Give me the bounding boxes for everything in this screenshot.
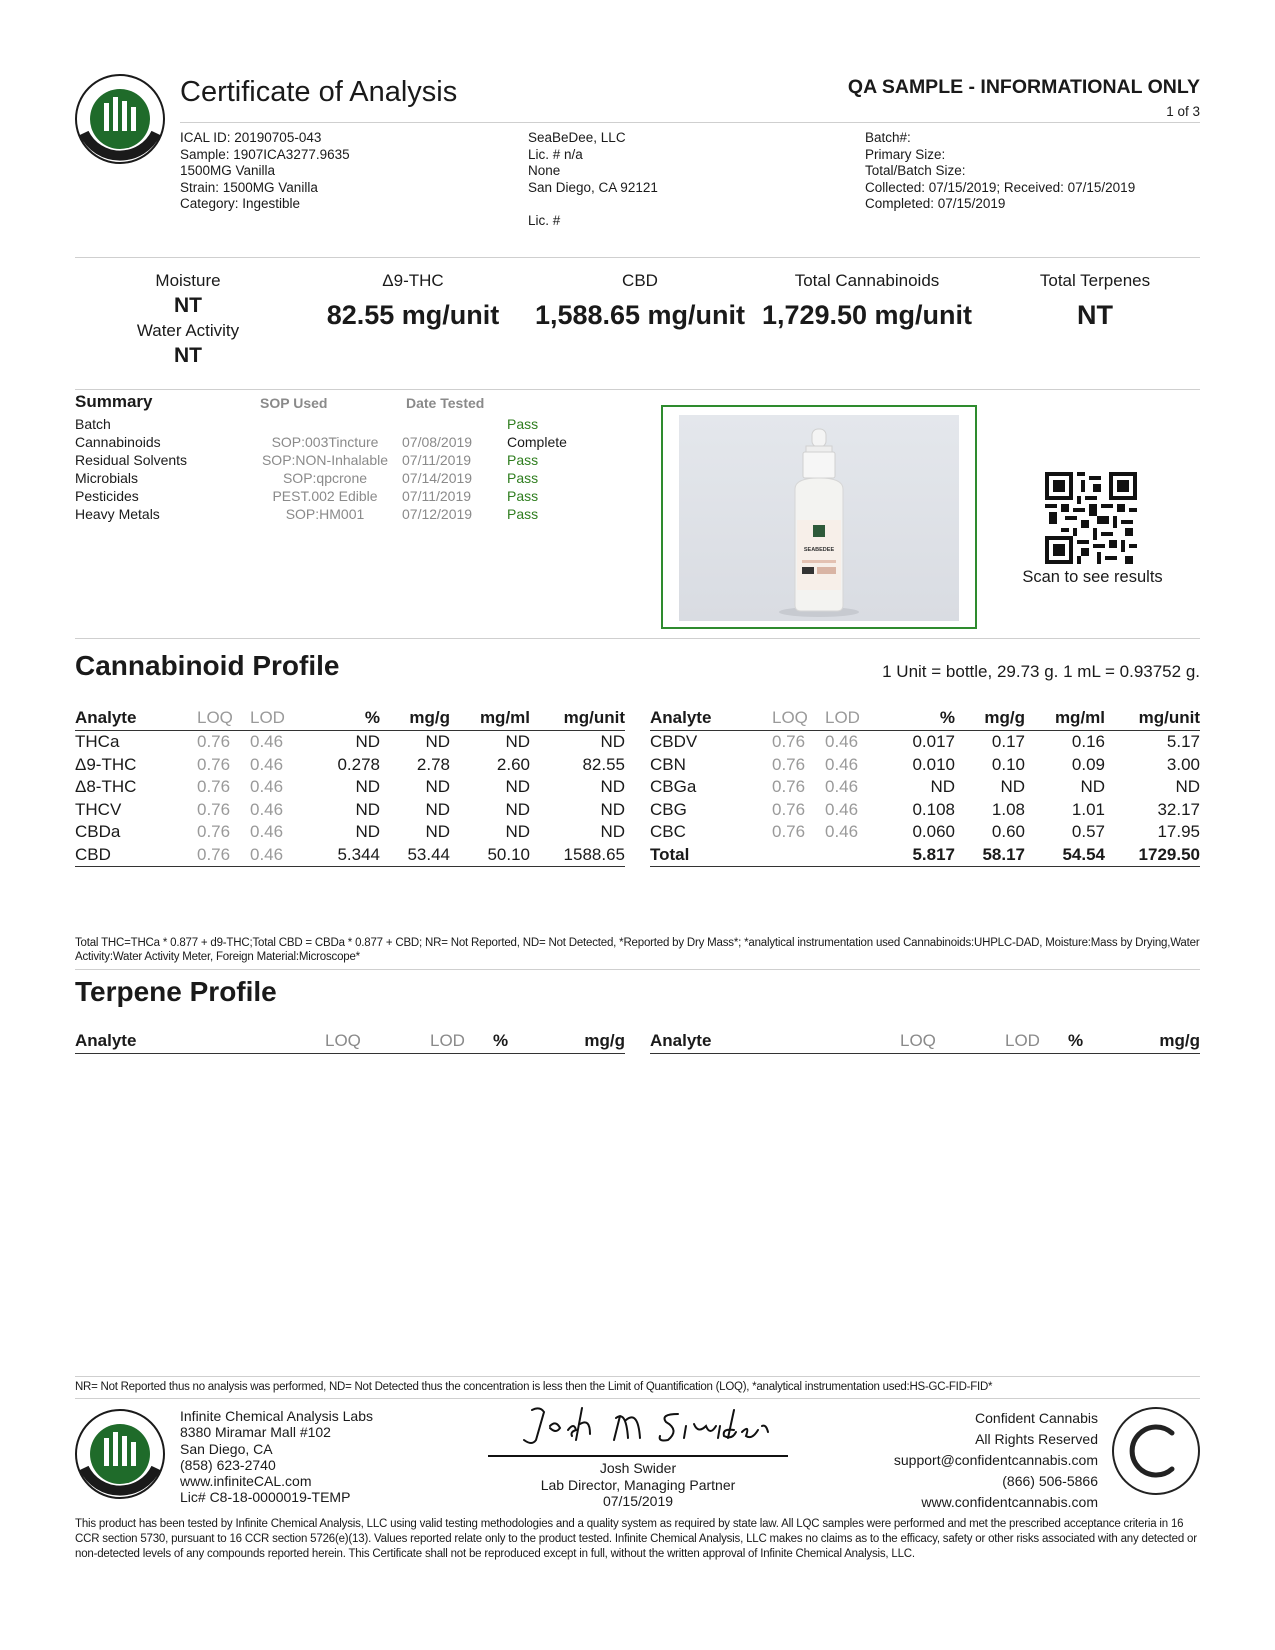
footer-note: NR= Not Reported thus no analysis was performed, ND= Not Detected thus the concentration is less then the Limit of Quantification (LOQ), *analytical instrumentation used:HS-GC-FID-FID* [75, 1381, 993, 1393]
total-row: Total 5.817 58.17 54.54 1729.50 [650, 844, 1200, 867]
summary-row: Residual Solvents SOP:NON-Inhalable 07/11/2019 Pass [75, 452, 539, 468]
signature [510, 1400, 790, 1448]
table-row: Δ9-THC 0.76 0.46 0.278 2.78 2.60 82.55 [75, 754, 625, 774]
table-row: CBG 0.76 0.46 0.108 1.08 1.01 32.17 [650, 799, 1200, 819]
bottle-icon [679, 415, 959, 621]
qr-caption: Scan to see results [1022, 568, 1163, 586]
cannabinoid-table-right [650, 707, 1200, 867]
cannabinoid-table-left [75, 707, 625, 867]
summary-sop-header: SOP Used [260, 395, 328, 411]
table-row: THCa 0.76 0.46 ND ND ND ND [75, 732, 625, 752]
terpene-table-right: Analyte LOQ LOD % mg/g [650, 1031, 1200, 1054]
summary-row: Microbials SOP:qpcrone 07/14/2019 Pass [75, 470, 539, 486]
page-number: 1 of 3 [1166, 104, 1200, 119]
table-row: CBC 0.76 0.46 0.060 0.60 0.57 17.95 [650, 822, 1200, 842]
disclaimer: This product has been tested by Infinite Chemical Analysis, LLC using valid testing methodologies and a quality system as required by state law. All LQC samples were performed and met the prescribed acceptance criteria in 16 CCR section 5730, pursuant to 16 CCR section 5726(e)(13). Values reported relate only to the product tested. Infinite Chemical Analysis, LLC makes no claims as to the efficacy, safety or other risks associated with any detected or non-detected levels of any compounds reported herein. This Certificate shall not be reproduced except in full, without the written approval of Infinite Chemical Analysis, LLC. [75, 1518, 1197, 1560]
table-row: CBDa 0.76 0.46 ND ND ND ND [75, 822, 625, 842]
batch-info: Batch#: Primary Size: Total/Batch Size: Collected: 07/15/2019; Received: 07/15/2019 Completed: 07/15/2019 [865, 130, 1136, 211]
table-row: CBGa 0.76 0.46 ND ND ND ND [650, 777, 1200, 797]
table-row: Δ8-THC 0.76 0.46 ND ND ND ND [75, 777, 625, 797]
signer-info: Josh Swider Lab Director, Managing Partner 07/15/2019 [540, 1460, 736, 1509]
product-photo [679, 415, 959, 621]
product-photo-frame [661, 405, 977, 629]
svg-text:SEABEDEE: SEABEDEE [803, 547, 835, 553]
confident-cannabis-logo [1110, 1405, 1202, 1497]
table-row: CBDV 0.76 0.46 0.017 0.17 0.16 5.17 [650, 732, 1200, 752]
terpene-table-left: Analyte LOQ LOD % mg/g [75, 1031, 625, 1054]
cannabinoid-profile-title: Cannabinoid Profile [75, 650, 340, 681]
lab-address: Infinite Chemical Analysis Labs 8380 Miramar Mall #102 San Diego, CA (858) 623-2740 www.infiniteCAL.com Lic# C8-18-0000019-TEMP [180, 1408, 373, 1506]
qr-code[interactable] [1045, 472, 1137, 564]
summary-row: Cannabinoids SOP:003Tincture 07/08/2019 Complete [75, 434, 567, 450]
table-row: CBN 0.76 0.46 0.010 0.10 0.09 3.00 [650, 754, 1200, 774]
summary-row: Heavy Metals SOP:HM001 07/12/2019 Pass [75, 506, 539, 522]
table-header: Analyte LOQ LOD % mg/g mg/ml mg/unit [75, 707, 625, 731]
unit-note: 1 Unit = bottle, 29.73 g. 1 mL = 0.93752 g. [882, 662, 1200, 681]
table-row: CBD 0.76 0.46 5.344 53.44 50.10 1588.65 [75, 844, 625, 867]
summary-date-header: Date Tested [406, 395, 485, 411]
lab-logo [74, 73, 166, 165]
summary-row: Batch Pass [75, 416, 539, 432]
client-info: SeaBeDee, LLC Lic. # n/a None San Diego, CA 92121 Lic. # [528, 130, 658, 228]
metric-d9-thc: Δ9-THC 82.55 mg/unit [326, 271, 500, 330]
metric-total-cannabinoids: Total Cannabinoids 1,729.50 mg/unit [761, 271, 973, 330]
qa-sample-label: QA SAMPLE - INFORMATIONAL ONLY [847, 76, 1200, 98]
summary-table [75, 415, 595, 523]
table-header: Analyte LOQ LOD % mg/g mg/ml mg/unit [650, 707, 1200, 731]
metric-moisture: Moisture NT Water Activity NT [136, 271, 240, 367]
cannabinoid-footnote: Total THC=THCa * 0.877 + d9-THC;Total CBD = CBDa * 0.877 + CBD; NR= Not Reported, ND= Not Detected, *Reported by Dry Mass*; *analytical instrumentation used Cannabinoids:UHPLC-DAD, Moisture:Mass by Drying,Water Activity:Water Activity Meter, Foreign Material:Microscope* [75, 937, 1200, 963]
metric-cbd: CBD 1,588.65 mg/unit [534, 271, 746, 330]
terpene-profile-title: Terpene Profile [75, 976, 277, 1007]
table-row: THCV 0.76 0.46 ND ND ND ND [75, 799, 625, 819]
sample-info: ICAL ID: 20190705-043 Sample: 1907ICA3277.9635 1500MG Vanilla Strain: 1500MG Vanilla Category: Ingestible [180, 130, 350, 211]
summary-title: Summary [75, 392, 153, 411]
summary-row: Pesticides PEST.002 Edible 07/11/2019 Pass [75, 488, 539, 504]
confident-cannabis-info: Confident Cannabis All Rights Reserved support@confidentcannabis.com (866) 506-5866 www.confidentcannabis.com [893, 1410, 1098, 1510]
document-title: Certificate of Analysis [180, 76, 458, 108]
metric-total-terpenes: Total Terpenes NT [1039, 271, 1151, 330]
lab-logo-footer [74, 1408, 166, 1500]
